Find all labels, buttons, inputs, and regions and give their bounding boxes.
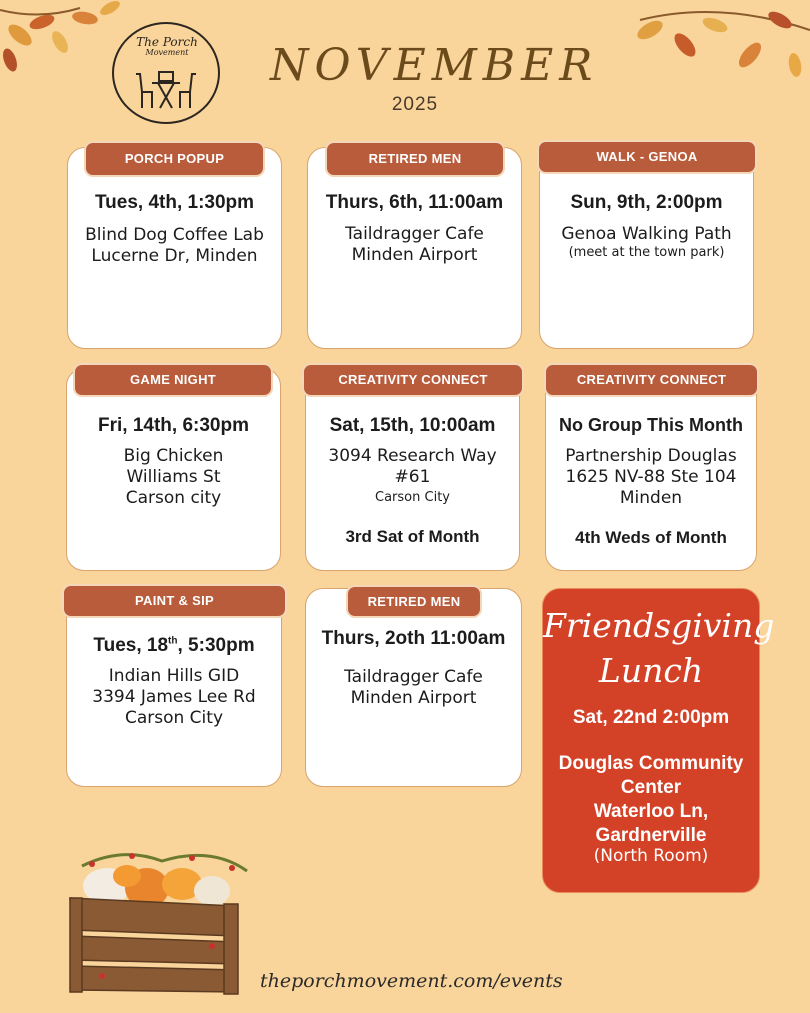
event-tag-game-night: GAME NIGHT (75, 365, 271, 395)
friendsgiving-where-line-1: Douglas Community (558, 753, 744, 774)
event-card-game-night (66, 368, 281, 571)
friendsgiving-where-line-3: Waterloo Ln, (593, 801, 709, 822)
friendsgiving-when: Sat, 22nd 2:00pm (572, 707, 730, 728)
event-card-creativity-connect-1 (305, 368, 520, 571)
event-when: Tues, 4th, 1:30pm (94, 192, 255, 213)
event-tag-paint-and-sip: PAINT & SIP (64, 586, 285, 616)
event-when: No Group This Month (559, 415, 743, 435)
event-schedule-note: 4th Weds of Month (575, 528, 727, 547)
event-where-line-2: Minden Airport (351, 245, 478, 265)
event-small-note: (meet at the town park) (568, 245, 725, 260)
event-where-line-1: Indian Hills GID (108, 666, 240, 686)
pumpkin-crate-icon (62, 846, 257, 998)
event-when (67, 635, 281, 657)
event-where-line-2: 1625 NV-88 Ste 104 (565, 467, 737, 487)
event-where-line-1: 3094 Research Way (328, 446, 497, 466)
event-where-line-1: Big Chicken (123, 446, 224, 466)
event-when: Thurs, 6th, 11:00am (325, 192, 504, 213)
event-card-creativity-connect-2 (545, 368, 757, 571)
event-tag-retired-men-2: RETIRED MEN (348, 587, 480, 616)
porch-chairs-icon (132, 66, 200, 110)
event-where-line-2: Williams St (126, 467, 221, 487)
event-when-post: , 5:30pm (177, 635, 255, 656)
event-where-line-1: Genoa Walking Path (561, 224, 732, 244)
event-where-line-1: Taildragger Cafe (345, 224, 484, 244)
event-tag-walk-genoa: WALK - GENOA (539, 142, 755, 172)
event-where-line-3: Carson city (125, 488, 222, 508)
event-when: Thurs, 2oth 11:00am (321, 628, 506, 649)
autumn-leaves-right-icon (610, 0, 810, 85)
friendsgiving-title (543, 603, 775, 693)
website-link[interactable]: theporchmovement.com/events (260, 970, 563, 992)
event-when-pre: Tues, 18 (93, 635, 169, 656)
friendsgiving-where (543, 752, 759, 848)
event-tag-retired-men-1: RETIRED MEN (327, 143, 503, 175)
event-where-line-1: Taildragger Cafe (344, 667, 483, 687)
logo-line-1: The Porch (136, 35, 198, 49)
event-card-porch-popup (67, 147, 282, 349)
event-card-walk-genoa (539, 147, 754, 349)
month-title: NOVEMBER (270, 40, 599, 91)
event-where-line-3: Carson City (124, 708, 224, 728)
event-card-retired-men-2 (305, 588, 522, 787)
event-when: Sat, 15th, 10:00am (329, 415, 496, 436)
event-card-retired-men-1 (307, 147, 522, 349)
friendsgiving-card (542, 588, 775, 893)
friendsgiving-where-line-4: Gardnerville (595, 825, 707, 846)
year-label: 2025 (391, 94, 439, 115)
friendsgiving-where-line-2: Center (620, 777, 682, 798)
friendsgiving-room: (North Room) (593, 846, 709, 866)
event-where-line-3: Minden (619, 488, 683, 508)
logo-text (120, 36, 214, 57)
event-where-line-2: Lucerne Dr, Minden (91, 246, 258, 266)
event-tag-creativity-connect-2: CREATIVITY CONNECT (546, 365, 757, 395)
logo-line-2: Movement (145, 47, 189, 57)
friendsgiving-title-line-2: Lunch (598, 651, 704, 690)
porch-movement-logo (112, 22, 222, 124)
event-where-line-2: Minden Airport (350, 688, 477, 708)
event-small-note: Carson City (375, 490, 450, 505)
event-tag-creativity-connect-1: CREATIVITY CONNECT (304, 365, 522, 395)
event-where-line-2: 3394 James Lee Rd (92, 687, 256, 707)
event-when: Fri, 14th, 6:30pm (98, 415, 249, 436)
event-where-line-1: Partnership Douglas (565, 446, 737, 466)
event-when-sup: th (168, 635, 178, 647)
friendsgiving-title-line-1: Friendsgiving (543, 606, 775, 645)
event-where-line-2: #61 (394, 467, 431, 487)
event-card-paint-and-sip (66, 590, 282, 787)
event-when: Sun, 9th, 2:00pm (570, 192, 723, 213)
event-where-line-1: Blind Dog Coffee Lab (85, 225, 264, 245)
event-schedule-note: 3rd Sat of Month (345, 527, 480, 546)
event-tag-porch-popup: PORCH POPUP (86, 143, 263, 175)
